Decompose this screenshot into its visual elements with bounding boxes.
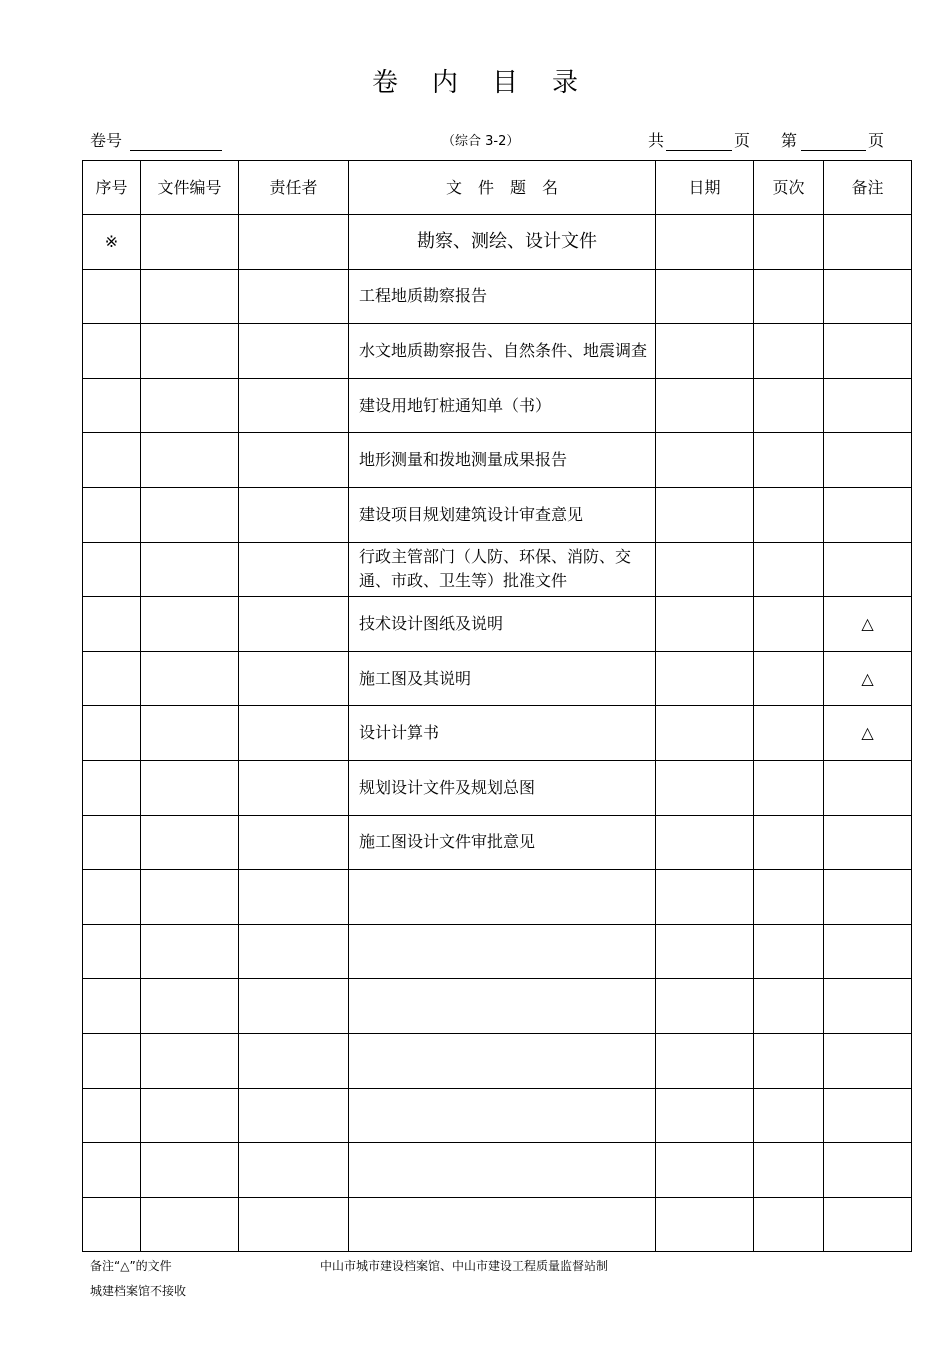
cell-owner[interactable] [239,706,349,761]
table-row [83,1033,912,1088]
cell-title[interactable]: 施工图及其说明 [349,651,656,706]
cell-title[interactable]: 地形测量和拨地测量成果报告 [349,433,656,488]
cell-date[interactable] [656,433,754,488]
table-row [83,269,912,324]
cell-seq[interactable] [83,651,141,706]
cell-owner[interactable] [239,1143,349,1198]
cell-owner[interactable] [239,378,349,433]
cell-title[interactable] [349,1197,656,1252]
cell-seq[interactable] [83,1143,141,1198]
cell-seq[interactable] [83,706,141,761]
cell-date[interactable] [656,324,754,379]
header-file-no: 文件编号 [141,161,239,215]
total-pages-field[interactable] [666,150,732,151]
cell-file-no[interactable] [141,1197,239,1252]
cell-file-no[interactable] [141,378,239,433]
cell-page[interactable] [754,1197,824,1252]
table-row [83,924,912,979]
cell-note[interactable] [824,924,912,979]
header-seq: 序号 [83,161,141,215]
cell-owner[interactable] [239,433,349,488]
table-row [83,215,912,270]
cell-date[interactable] [656,215,754,270]
table-row [83,1088,912,1143]
cell-owner[interactable] [239,597,349,652]
cell-note[interactable] [824,433,912,488]
total-pages-label: 共 [648,131,665,150]
cell-title[interactable]: 施工图设计文件审批意见 [349,815,656,870]
cell-page[interactable] [754,487,824,542]
cell-seq[interactable] [83,378,141,433]
table-row [83,979,912,1034]
cell-file-no[interactable] [141,487,239,542]
cell-date[interactable] [656,542,754,597]
cell-file-no[interactable] [141,433,239,488]
cell-title[interactable]: 勘察、测绘、设计文件 [349,215,656,270]
cell-note[interactable] [824,324,912,379]
cell-page[interactable] [754,1033,824,1088]
cell-seq[interactable]: ※ [83,215,141,270]
cell-note[interactable] [824,979,912,1034]
cell-page[interactable] [754,924,824,979]
cell-owner[interactable] [239,651,349,706]
table-row [83,1143,912,1198]
cell-title[interactable] [349,979,656,1034]
cell-title[interactable]: 规划设计文件及规划总图 [349,760,656,815]
cell-seq[interactable] [83,433,141,488]
cell-file-no[interactable] [141,1088,239,1143]
cell-title[interactable]: 水文地质勘察报告、自然条件、地震调查 [349,324,656,379]
cell-title[interactable]: 建设用地钉桩通知单（书） [349,378,656,433]
cell-owner[interactable] [239,1088,349,1143]
cell-page[interactable] [754,215,824,270]
cell-date[interactable] [656,760,754,815]
cell-note[interactable] [824,269,912,324]
cell-title[interactable] [349,1033,656,1088]
cell-date[interactable] [656,1088,754,1143]
table-row [83,542,912,597]
cell-note[interactable] [824,1033,912,1088]
cell-title[interactable]: 设计计算书 [349,706,656,761]
cell-title[interactable]: 工程地质勘察报告 [349,269,656,324]
cell-owner[interactable] [239,979,349,1034]
cell-title[interactable] [349,924,656,979]
cell-file-no[interactable] [141,924,239,979]
cell-note[interactable] [824,542,912,597]
cell-file-no[interactable] [141,815,239,870]
cell-title[interactable]: 行政主管部门（人防、环保、消防、交通、市政、卫生等）批准文件 [349,542,656,597]
volume-label: 卷号 [90,131,123,150]
cell-title[interactable] [349,1143,656,1198]
cell-note[interactable] [824,1143,912,1198]
cell-seq[interactable] [83,487,141,542]
footer-note-line2: 城建档案馆不接收 [90,1284,187,1298]
cell-seq[interactable] [83,1088,141,1143]
cell-note[interactable]: △ [824,706,912,761]
cell-owner[interactable] [239,924,349,979]
cell-owner[interactable] [239,215,349,270]
cell-owner[interactable] [239,815,349,870]
cell-title[interactable]: 技术设计图纸及说明 [349,597,656,652]
cell-file-no[interactable] [141,651,239,706]
page-title: 卷内目录 [371,68,612,98]
cell-date[interactable] [656,651,754,706]
cell-note[interactable]: △ [824,597,912,652]
cell-seq[interactable] [83,870,141,925]
header-date: 日期 [656,161,754,215]
cell-seq[interactable] [83,979,141,1034]
cell-file-no[interactable] [141,1143,239,1198]
directory-table [82,160,912,1252]
cell-note[interactable] [824,215,912,270]
table-row [83,815,912,870]
table-row [83,433,912,488]
table-row [83,597,912,652]
cell-file-no[interactable] [141,706,239,761]
table-row [83,378,912,433]
volume-meta [0,128,950,154]
table-row [83,870,912,925]
cell-file-no[interactable] [141,979,239,1034]
table-row [83,324,912,379]
cell-page[interactable] [754,815,824,870]
header-note: 备注 [824,161,912,215]
cell-date[interactable] [656,1197,754,1252]
header-title: 文件题名 [349,161,656,215]
cell-note[interactable] [824,1197,912,1252]
cell-page[interactable] [754,542,824,597]
cell-date[interactable] [656,378,754,433]
cell-page[interactable] [754,269,824,324]
form-code: （综合 3-2） [442,134,520,149]
cell-page[interactable] [754,979,824,1034]
cell-file-no[interactable] [141,542,239,597]
cell-owner[interactable] [239,760,349,815]
cell-note[interactable]: △ [824,651,912,706]
cell-note[interactable] [824,815,912,870]
cell-date[interactable] [656,979,754,1034]
cell-note[interactable] [824,1088,912,1143]
page-number-unit: 页 [868,131,885,150]
cell-page[interactable] [754,760,824,815]
cell-file-no[interactable] [141,324,239,379]
cell-page[interactable] [754,433,824,488]
table-header-row [83,161,912,215]
cell-seq[interactable] [83,269,141,324]
cell-owner[interactable] [239,487,349,542]
cell-date[interactable] [656,870,754,925]
cell-seq[interactable] [83,324,141,379]
page-number-label: 第 [781,131,798,150]
cell-seq[interactable] [83,760,141,815]
cell-owner[interactable] [239,1197,349,1252]
header-page: 页次 [754,161,824,215]
cell-seq[interactable] [83,924,141,979]
header-owner: 责任者 [239,161,349,215]
cell-date[interactable] [656,1143,754,1198]
table-row [83,760,912,815]
cell-title[interactable] [349,1088,656,1143]
cell-file-no[interactable] [141,269,239,324]
cell-owner[interactable] [239,324,349,379]
cell-page[interactable] [754,324,824,379]
cell-note[interactable] [824,760,912,815]
page-number-field[interactable] [801,150,866,151]
cell-date[interactable] [656,924,754,979]
volume-number-field[interactable] [130,150,222,151]
cell-page[interactable] [754,870,824,925]
cell-file-no[interactable] [141,1033,239,1088]
cell-date[interactable] [656,815,754,870]
table-row [83,487,912,542]
cell-file-no[interactable] [141,870,239,925]
cell-owner[interactable] [239,1033,349,1088]
cell-page[interactable] [754,706,824,761]
cell-date[interactable] [656,487,754,542]
cell-owner[interactable] [239,269,349,324]
cell-file-no[interactable] [141,597,239,652]
cell-date[interactable] [656,269,754,324]
total-pages-unit: 页 [734,131,751,150]
cell-date[interactable] [656,706,754,761]
footer-note-line1: 备注“△”的文件 [90,1259,172,1273]
cell-note[interactable] [824,378,912,433]
table-row [83,651,912,706]
cell-note[interactable] [824,487,912,542]
table-row [83,706,912,761]
cell-page[interactable] [754,1088,824,1143]
cell-date[interactable] [656,597,754,652]
cell-seq[interactable] [83,542,141,597]
cell-page[interactable] [754,378,824,433]
cell-owner[interactable] [239,542,349,597]
cell-page[interactable] [754,597,824,652]
cell-date[interactable] [656,1033,754,1088]
cell-note[interactable] [824,870,912,925]
cell-seq[interactable] [83,815,141,870]
cell-title[interactable]: 建设项目规划建筑设计审查意见 [349,487,656,542]
cell-seq[interactable] [83,597,141,652]
footer-issuer: 中山市城市建设档案馆、中山市建设工程质量监督站制 [320,1259,609,1273]
cell-page[interactable] [754,651,824,706]
cell-title[interactable] [349,870,656,925]
cell-seq[interactable] [83,1197,141,1252]
cell-page[interactable] [754,1143,824,1198]
cell-seq[interactable] [83,1033,141,1088]
cell-owner[interactable] [239,870,349,925]
cell-file-no[interactable] [141,215,239,270]
table-row [83,1197,912,1252]
cell-file-no[interactable] [141,760,239,815]
